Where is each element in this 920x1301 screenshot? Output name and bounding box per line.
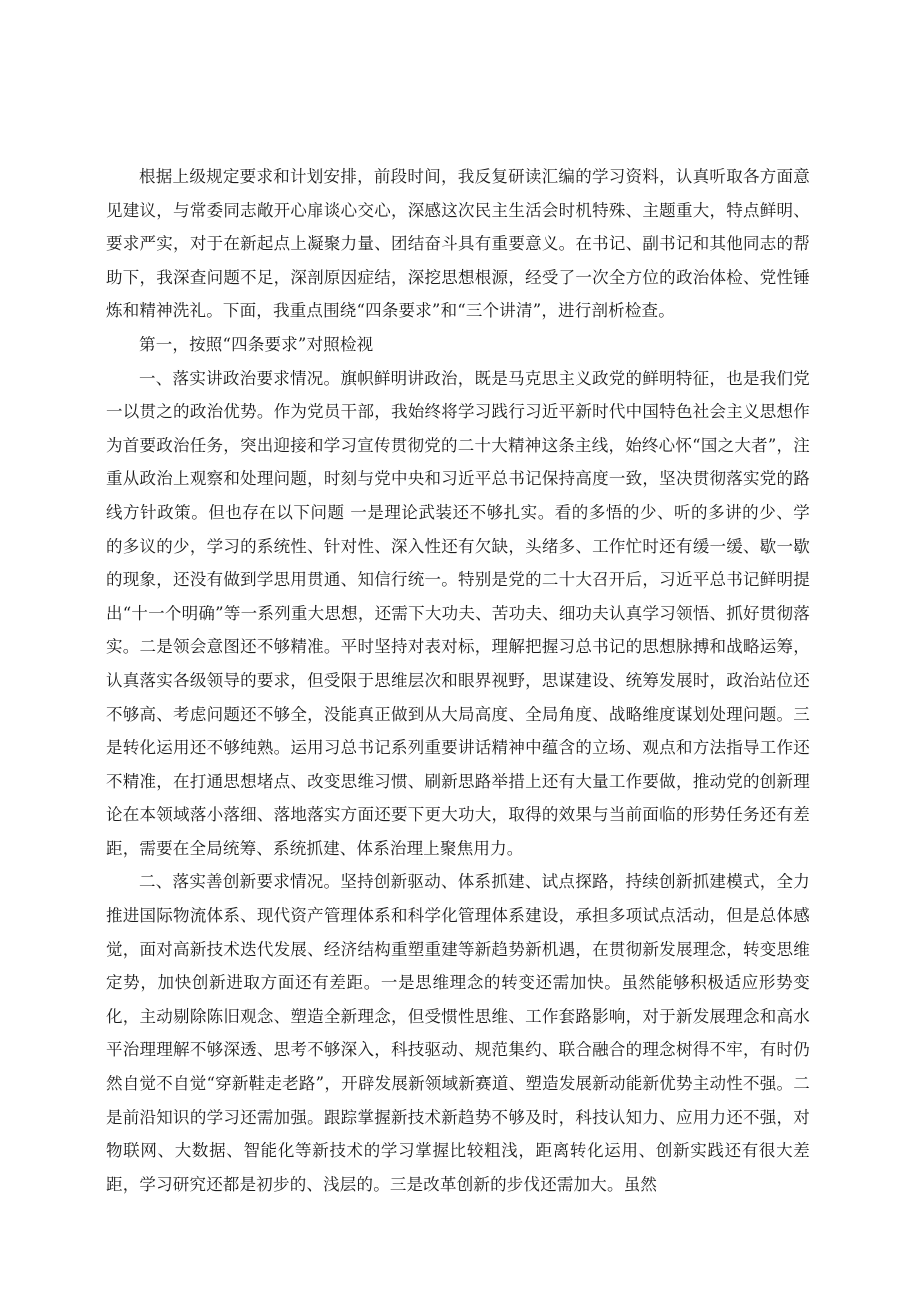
intro-paragraph: 根据上级规定要求和计划安排，前段时间，我反复研读汇编的学习资料，认真听取各方面意见建议，与常委同志敞开心扉谈心交心，深感这次民主生活会时机特殊、主题重大，特点鲜明、要求严实，对于在新起点上凝聚力量、团结奋斗具有重要意义。在书记、副书记和其他同志的帮助下，我深查问题不足，深剖原因症结，深挖思想根源，经受了一次全方位的政治体检、党性锤炼和精神洗礼。下面，我重点围绕“四条要求”和“三个讲清”，进行剖析检查。 [106,167,810,321]
section-heading: 第一，按照“四条要求”对照检视 [139,334,374,354]
innovation-paragraph: 二、落实善创新要求情况。坚持创新驱动、体系抓建、试点探路，持续创新抓建模式，全力推进国际物流体系、现代资产管理体系和科学化管理体系建设，承担多项试点活动，但是总体感觉，面对高新技术迭代发展、经济结构重塑重建等新趋势新机遇，在贯彻新发展理念，转变思维定势，加快创新进取方面还有差距。一是思维理念的转变还需加快。虽然能够积极适应形势变化，主动剔除陈旧观念、塑造全新理念，但受惯性思维、工作套路影响，对于新发展理念和高水平治理理解不够深透、思考不够深入，科技驱动、规范集约、联合融合的理念树得不牢，有时仍然自觉不自觉“穿新鞋走老路”，开辟发展新领域新赛道、塑造发展新动能新优势主动性不强。二是前沿知识的学习还需加强。跟踪掌握新技术新趋势不够及时，科技认知力、应用力还不强，对物联网、大数据、智能化等新技术的学习掌握比较粗浅，距离转化运用、创新实践还有很大差距，学习研究还都是初步的、浅层的。三是改革创新的步伐还需加大。虽然 [106,872,810,1194]
politics-paragraph: 一、落实讲政治要求情况。旗帜鲜明讲政治，既是马克思主义政党的鲜明特征，也是我们党一以贯之的政治优势。作为党员干部，我始终将学习践行习近平新时代中国特色社会主义思想作为首要政治任务，突出迎接和学习宣传贯彻党的二十大精神这条主线，始终心怀“国之大者”，注重从政治上观察和处理问题，时刻与党中央和习近平总书记保持高度一致，坚决贯彻落实党的路线方针政策。但也存在以下问题 一是理论武装还不够扎实。看的多悟的少、听的多讲的少、学的多议的少，学习的系统性、针对性、深入性还有欠缺，头绪多、工作忙时还有缓一缓、歇一歇的现象，还没有做到学思用贯通、知信行统一。特别是党的二十大召开后，习近平总书记鲜明提出“十一个明确”等一系列重大思想，还需下大功夫、苦功夫、细功夫认真学习领悟、抓好贯彻落实。二是领会意图还不够精准。平时坚持对表对标，理解把握习总书记的思想脉搏和战略运筹，认真落实各级领导的要求，但受限于思维层次和眼界视野，思谋建设、统筹发展时，政治站位还不够高、考虑问题还不够全，没能真正做到从大局高度、全局角度、战略维度谋划处理问题。三是转化运用还不够纯熟。运用习总书记系列重要讲话精神中蕴含的立场、观点和方法指导工作还不精准，在打通思想堵点、改变思维习惯、刷新思路举措上还有大量工作要做，推动党的创新理论在本领域落小落细、落地落实方面还要下更大功大，取得的效果与当前面临的形势任务还有差距，需要在全局统筹、系统抓建、体系治理上聚焦用力。 [106,368,810,858]
document-body [106,160,810,1201]
